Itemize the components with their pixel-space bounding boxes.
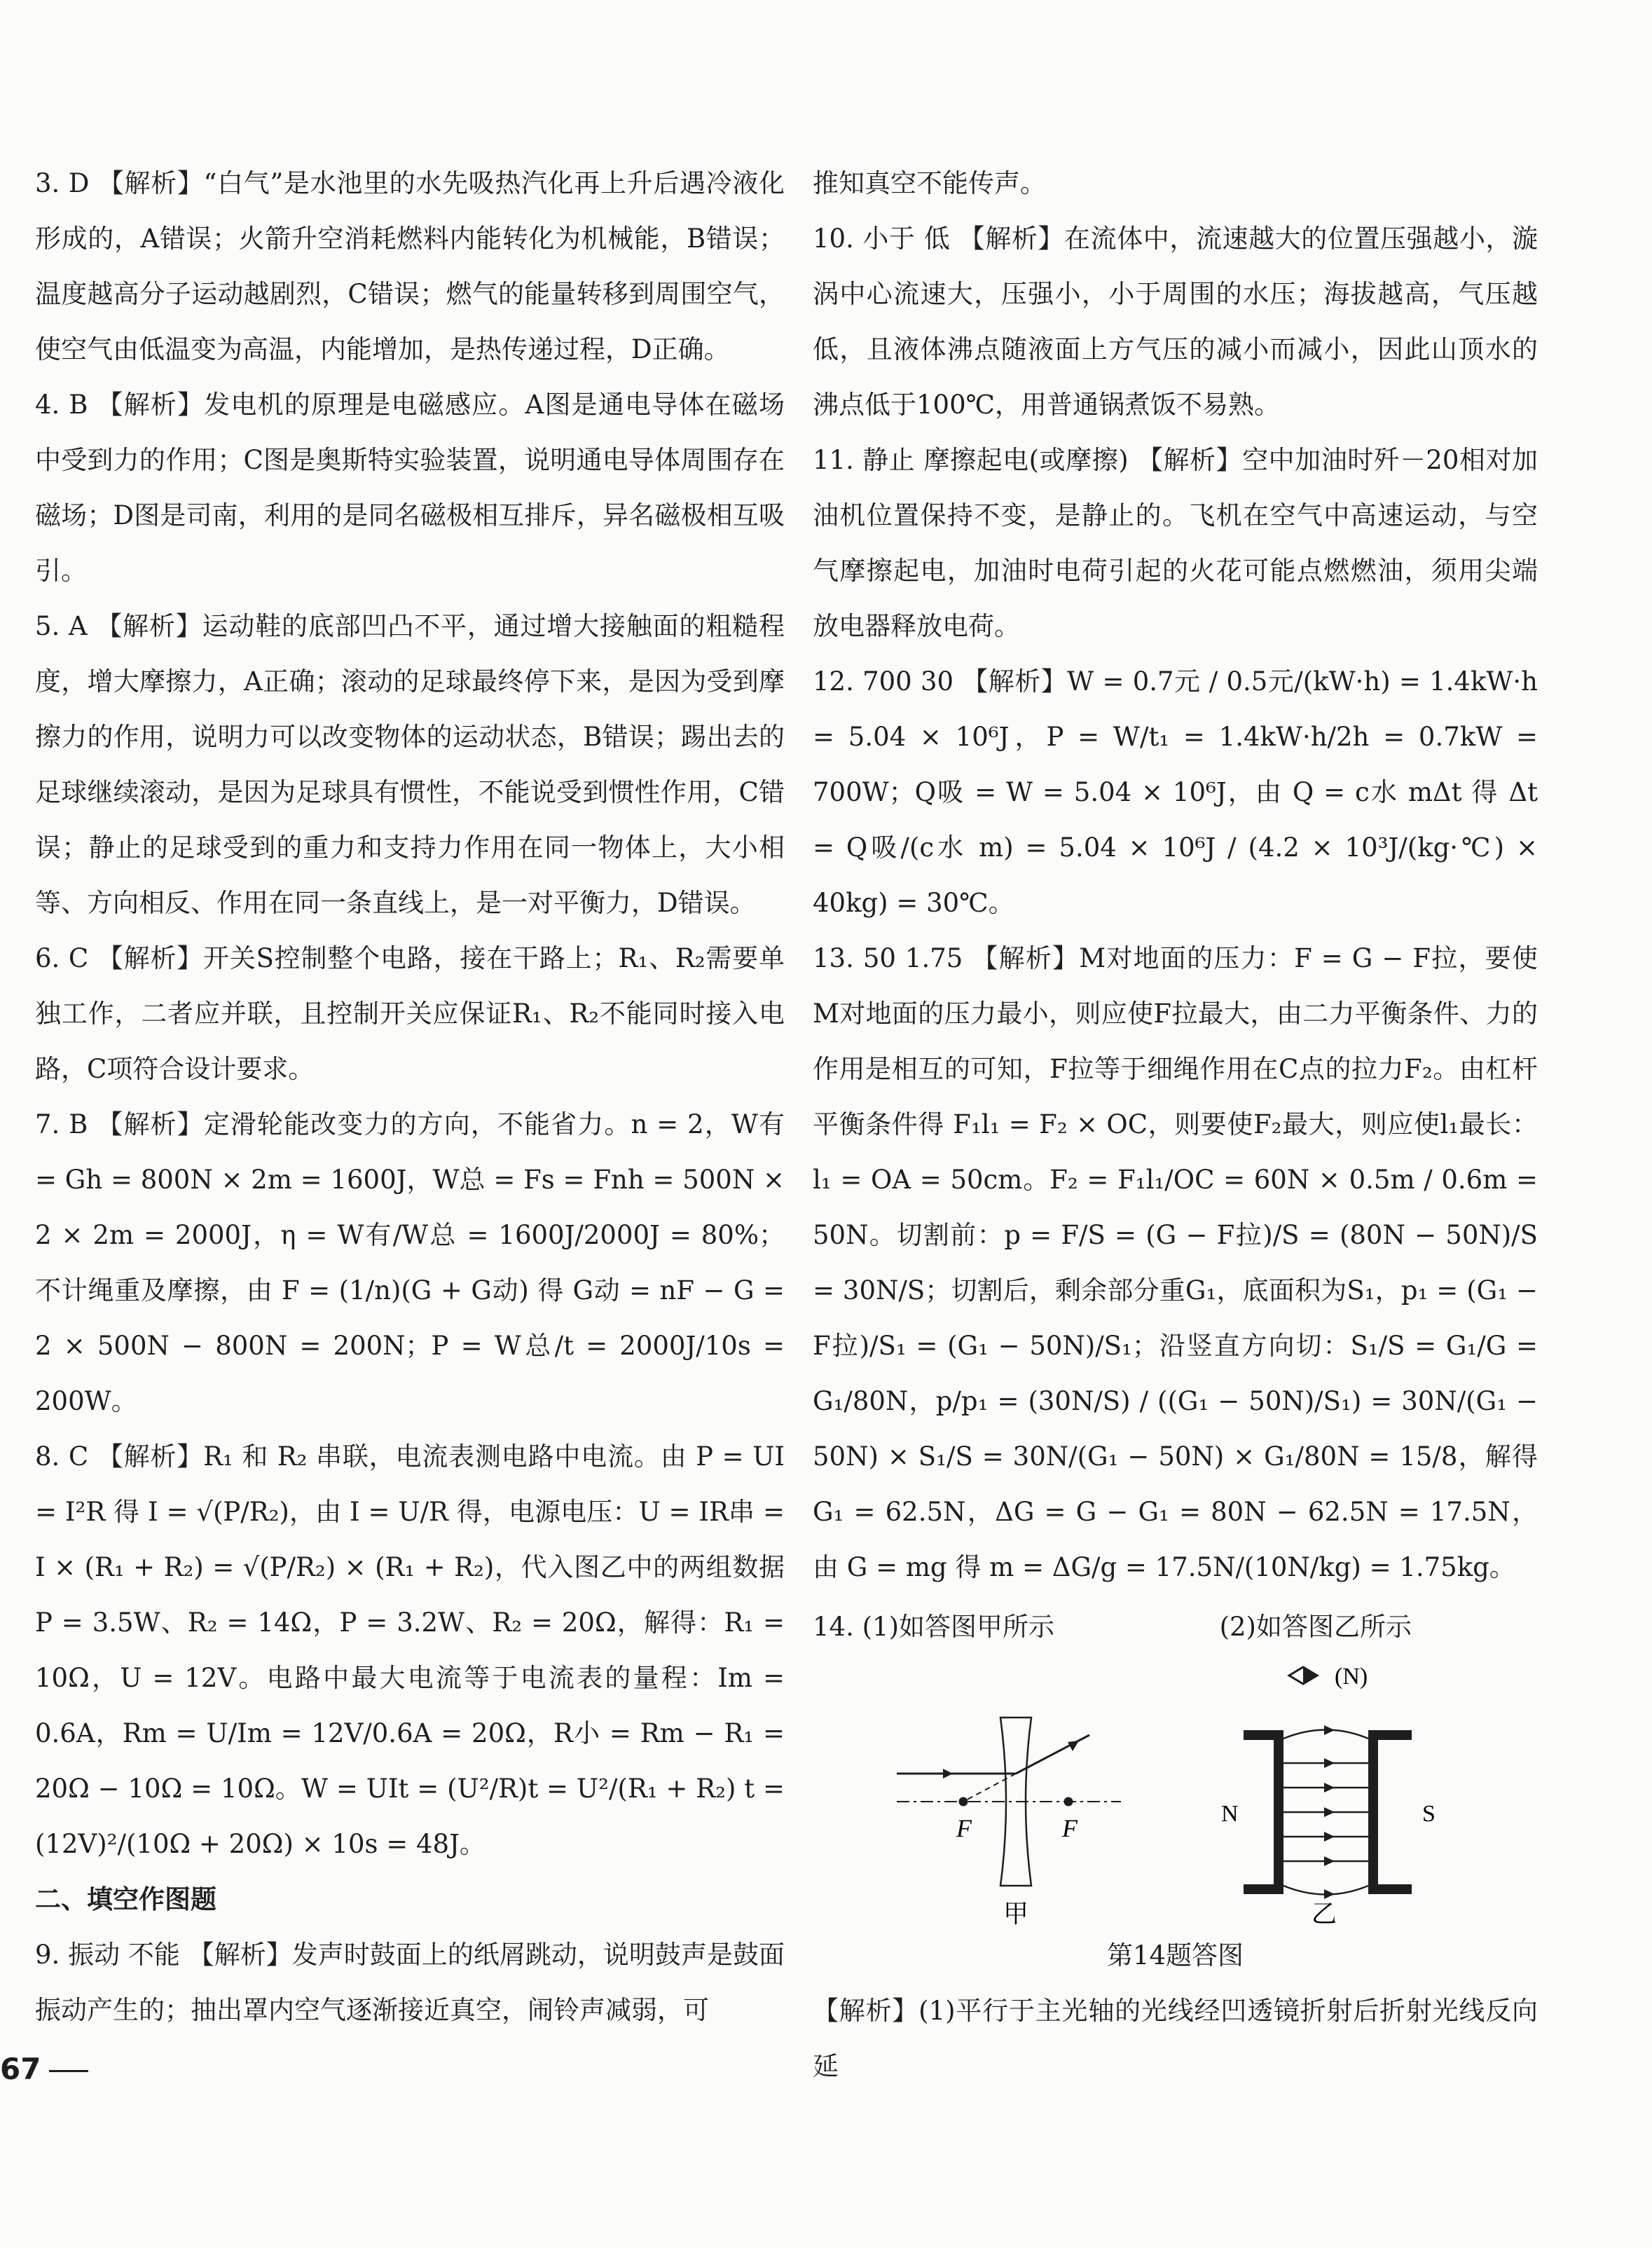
virtual-extension	[963, 1774, 1016, 1802]
answer-q12: 12. 700 30 【解析】W = 0.7元 / 0.5元/(kW·h) = 1.4kW·h = 5.04 × 10⁶J，P = W/t₁ = 1.4kW·h/2h = 0.7kW = 700W；Q吸 = W = 5.04 × 10⁶J，由 Q = c水 mΔt 得 Δt = Q吸/(c水 m) = 5.04 × 10⁶J / (4.2 × 10³J/(kg·℃) × 40kg) = 30℃。	[813, 666, 1538, 918]
answer-q14-analysis: 【解析】(1)平行于主光轴的光线经凹透镜折射后折射光线反向延	[813, 1996, 1538, 2081]
q14-part2: (2)如答图乙所示	[1219, 1612, 1412, 1642]
figure-jia-label: 甲	[1003, 1900, 1029, 1928]
left-magnet-n	[1244, 1735, 1279, 1889]
answer-q5: 5. A 【解析】运动鞋的底部凹凸不平，通过增大接触面的粗糙程度，增大摩擦力，A正确；滚动的足球最终停下来，是因为受到摩擦力的作用，说明力可以改变物体的运动状态，B错误；踢出去的足球继续滚动，是因为足球具有惯性，不能说受到惯性作用，C错误；静止的足球受到的重力和支持力作用在同一物体上，大小相等、方向相反、作用在同一条直线上，是一对平衡力，D错误。	[35, 611, 785, 918]
figure-yi-label: 乙	[1312, 1900, 1337, 1928]
focus-right-label: F	[1062, 1814, 1078, 1842]
figure-caption: 第14题答图	[1106, 1940, 1244, 1971]
q14-answer-figure	[813, 1661, 1538, 1928]
q14-part1: 14. (1)如答图甲所示	[813, 1612, 1055, 1642]
focus-left-point	[960, 1798, 967, 1805]
q14-header	[813, 1599, 1538, 1654]
left-column	[35, 156, 785, 2038]
incident-arrow	[943, 1769, 953, 1778]
answer-q9: 9. 振动 不能 【解析】发声时鼓面上的纸屑跳动，说明鼓声是鼓面振动产生的；抽出罩内空气逐渐接近真空，闹铃声减弱，可	[35, 1940, 785, 2025]
answer-q8: 8. C 【解析】R₁ 和 R₂ 串联，电流表测电路中电流。由 P = UI = I²R 得 I = √(P/R₂)，由 I = U/R 得，电源电压：U = IR串 = I × (R₁ + R₂) = √(P/R₂) × (R₁ + R₂)，代入图乙中的两组数据 P = 3.5W、R₂ = 14Ω，P = 3.2W、R₂ = 20Ω，解得：R₁ = 10Ω，U = 12V。电路中最大电流等于电流表的量程：Im = 0.6A，Rm = U/Im = 12V/0.6A = 20Ω，R小 = Rm − R₁ = 20Ω − 10Ω = 10Ω。W = UIt = (U²/R)t = U²/(R₁ + R₂) t = (12V)²/(10Ω + 20Ω) × 10s = 48J。	[35, 1441, 785, 1859]
page-number: 67	[0, 2052, 88, 2086]
field-arrows	[1324, 1725, 1335, 1899]
concave-lens-diagram	[897, 1718, 1121, 1886]
answer-q13: 13. 50 1.75 【解析】M对地面的压力：F = G − F拉，要使M对地面的压力最小，则应使F拉最大，由二力平衡条件、力的作用是相互的可知，F拉等于细绳作用在C点的拉力F₂。由杠杆平衡条件得 F₁l₁ = F₂ × OC，则要使F₂最大，则应使l₁最长：l₁ = OA = 50cm。F₂ = F₁l₁/OC = 60N × 0.5m / 0.6m = 50N。切割前：p = F/S = (G − F拉)/S = (80N − 50N)/S = 30N/S；切割后，剩余部分重G₁，底面积为S₁，p₁ = (G₁ − F拉)/S₁ = (G₁ − 50N)/S₁；沿竖直方向切：S₁/S = G₁/G = G₁/80N，p/p₁ = (30N/S) / ((G₁ − 50N)/S₁) = 30N/(G₁ − 50N) × S₁/S = 30N/(G₁ − 50N) × G₁/80N = 15/8，解得 G₁ = 62.5N，ΔG = G − G₁ = 80N − 62.5N = 17.5N，由 G = mg 得 m = ΔG/g = 17.5N/(10N/kg) = 1.75kg。	[813, 943, 1538, 1582]
right-magnet-s	[1373, 1735, 1412, 1889]
answer-q10: 10. 小于 低 【解析】在流体中，流速越大的位置压强越小，漩涡中心流速大，压强小，小于周围的水压；海拔越高，气压越低，且液体沸点随液面上方气压的减小而减小，因此山顶水的沸点低于100℃，用普通锅煮饭不易熟。	[813, 224, 1538, 420]
compass-n-label: (N)	[1335, 1664, 1368, 1690]
magnet-s-label: S	[1422, 1801, 1436, 1827]
q14-figure-svg	[813, 1661, 1538, 1928]
answer-q6: 6. C 【解析】开关S控制整个电路，接在干路上；R₁、R₂需要单独工作，二者应并联，且控制开关应保证R₁、R₂不能同时接入电路，C项符合设计要求。	[35, 943, 785, 1084]
answer-q4: 4. B 【解析】发电机的原理是电磁感应。A图是通电导体在磁场中受到力的作用；C图是奥斯特实验装置，说明通电导体周围存在磁场；D图是司南，利用的是同名磁极相互排斥，异名磁极相互吸引。	[35, 390, 785, 586]
focus-left-label: F	[956, 1814, 972, 1842]
focus-right-point	[1065, 1798, 1072, 1805]
answer-q3: 3. D 【解析】“白气”是水池里的水先吸热汽化再上升后遇冷液化形成的，A错误；火箭升空消耗燃料内能转化为机械能，B错误；温度越高分子运动越剧烈，C错误；燃气的能量转移到周围空气，使空气由低温变为高温，内能增加，是热传递过程，D正确。	[35, 168, 785, 364]
answer-q9-continued: 推知真空不能传声。	[813, 168, 1046, 198]
answer-q11: 11. 静止 摩擦起电(或摩擦) 【解析】空中加油时歼－20相对加油机位置保持不变，是静止的。飞机在空气中高速运动，与空气摩擦起电，加油时电荷引起的火花可能点燃燃油，须用尖端放电器释放电荷。	[813, 445, 1538, 641]
section-heading-fill-in: 二、填空作图题	[35, 1884, 216, 1914]
answer-q7: 7. B 【解析】定滑轮能改变力的方向，不能省力。n = 2，W有 = Gh = 800N × 2m = 1600J，W总 = Fs = Fnh = 500N × 2 × 2m = 2000J，η = W有/W总 = 1600J/2000J = 80%；不计绳重及摩擦，由 F = (1/n)(G + G动) 得 G动 = nF − G = 2 × 500N − 800N = 200N；P = W总/t = 2000J/10s = 200W。	[35, 1109, 785, 1416]
magnet-n-label: N	[1221, 1801, 1239, 1827]
right-column	[813, 156, 1538, 2094]
